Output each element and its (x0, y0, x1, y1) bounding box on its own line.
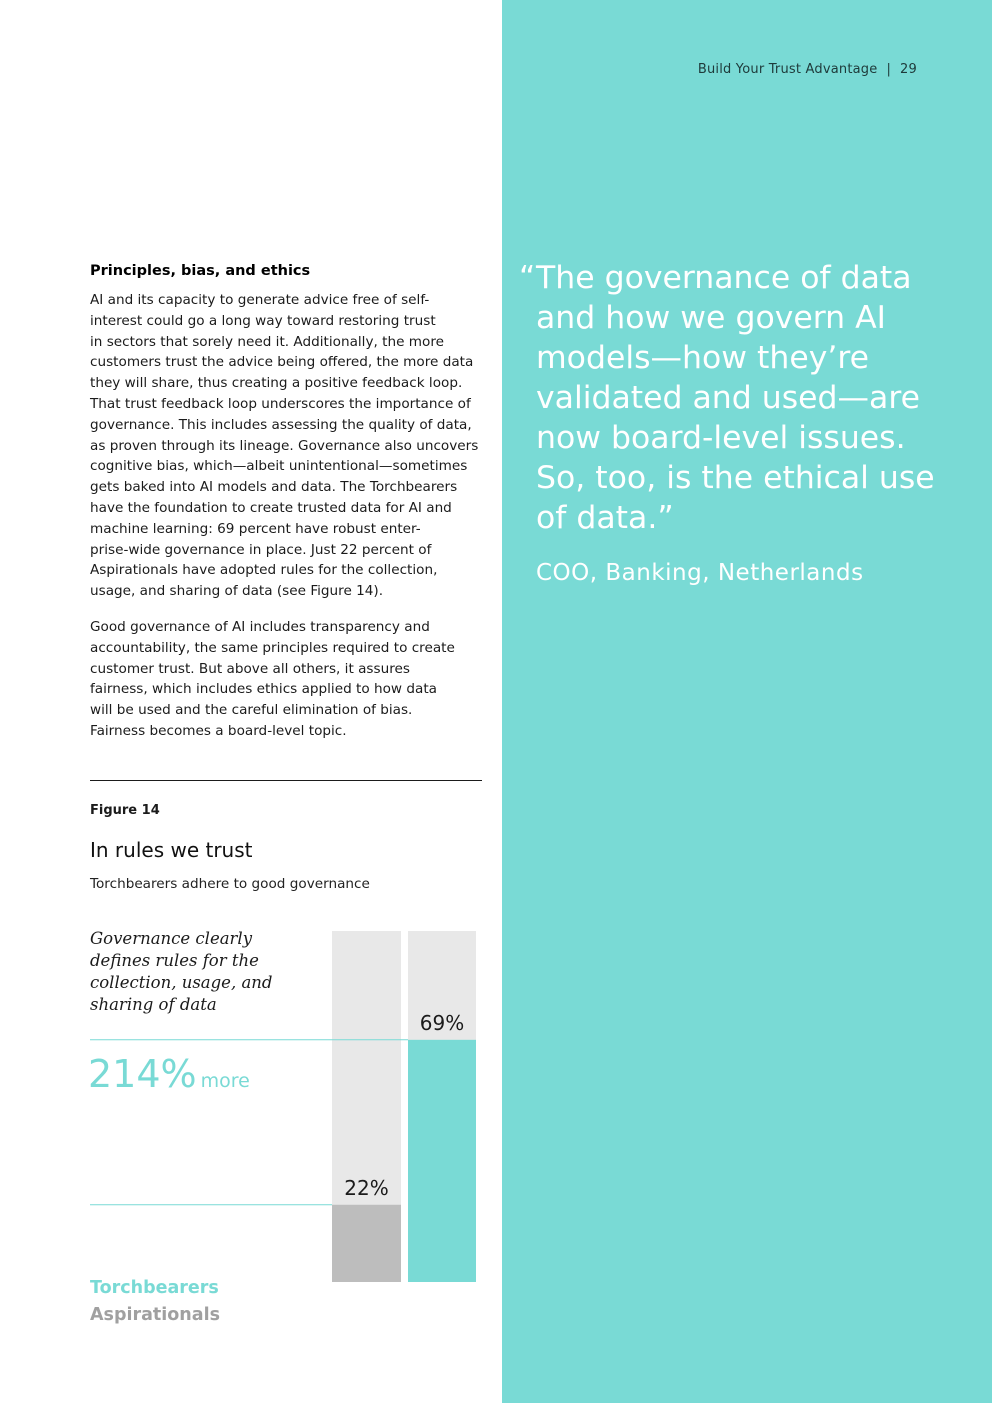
aspirationals-bar (332, 1205, 401, 1282)
figure-title: In rules we trust (90, 838, 253, 862)
body-paragraph-2: Good governance of AI includes transparency and accountability, the same principles required to create customer trust. But above all others, it assures fairness, which includes ethics applied to how data will be used and the careful elimination of bias. Fairness becomes a board-level topic. (90, 619, 455, 739)
header-separator: | (886, 62, 892, 77)
quote-text: The governance of data and how we govern AI models—how they’re validated and used—are now board-level issues. So, too, is the ethical use of data.” (536, 260, 935, 536)
quote-open-mark: “ (519, 260, 536, 296)
figure-subtitle: Torchbearers adhere to good governance (90, 876, 370, 892)
body-paragraph-1: AI and its capacity to generate advice free of self- interest could go a long way toward restoring trust in sectors that sorely need it. Additionally, the more customers trust the advice being offered, the more data they will share, thus creating a positive feedback loop. That trust feedback loop underscores the importance of governance. This includes assessing the quality of data, as proven through its lineage. Governance also uncovers cognitive bias, which—albeit unintentional—sometimes gets baked into AI models and data. The Torchbearers have the foundation to create trusted data for AI and machine learning: 69 percent have robust enter- prise-wide governance in place. Just 22 percent of Aspirationals have adopted rules for the collection, usage, and sharing of data (see Figure 14). (90, 292, 479, 600)
difference-label: more (200, 1070, 250, 1092)
legend-aspirationals: Aspirationals (90, 1305, 220, 1325)
legend-torchbearers: Torchbearers (90, 1278, 219, 1298)
page-number: 29 (900, 62, 917, 77)
section-heading: Principles, bias, and ethics (90, 263, 311, 279)
difference-value: 214% (88, 1052, 197, 1096)
quote-attribution: COO, Banking, Netherlands (536, 560, 864, 586)
aspirationals-value-label: 22% (344, 1175, 389, 1200)
torchbearers-value-label: 69% (419, 1010, 465, 1035)
report-title: Build Your Trust Advantage (697, 62, 878, 77)
difference-annotation (88, 1052, 250, 1096)
torchbearers-bar (408, 1040, 476, 1282)
figure-label: Figure 14 (90, 803, 160, 818)
chart-description: Governance clearly defines rules for the collection, usage, and sharing of data (90, 929, 273, 1014)
